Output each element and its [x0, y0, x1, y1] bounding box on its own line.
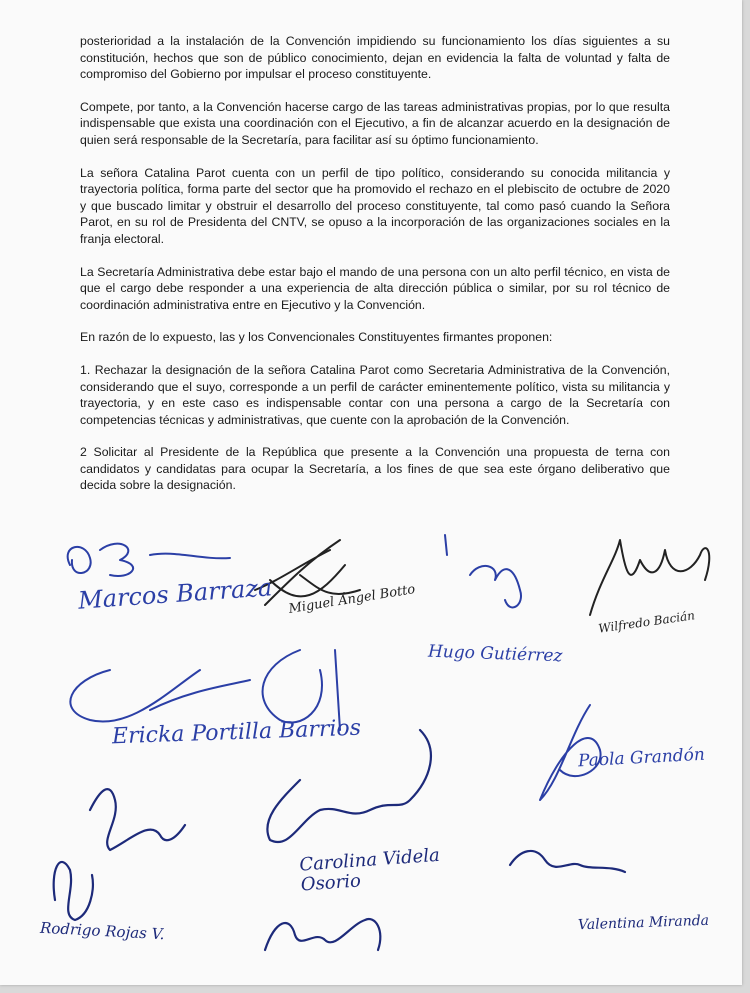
- paragraph-proposal-2: 2 Solicitar al Presidente de la República que presente a la Convención una propuesta de terna con candidatos y candidatas para ocupar la Secretaría, a los fines de que sea este órgano deliberativo que decida sobre la designación.: [80, 445, 670, 493]
- signature-name-wilfredo-bacian: Wilfredo Bacián: [597, 608, 696, 636]
- signature-rodrigo-rojas: [54, 862, 93, 920]
- signature-name-paola-grandon: Paola Grandón: [577, 744, 706, 772]
- paragraph-government-delay: posterioridad a la instalación de la Convención impidiendo su funcionamiento los días siguientes a su constitución, hechos que son de público conocimiento, dejan en evidencia la falta de voluntad y falta de compromiso del Gobierno por impulsar el proceso constituyente.: [80, 34, 670, 82]
- signature-name-marcos-barraza: Marcos Barraza: [77, 573, 274, 615]
- signature-marcos-barraza: [68, 544, 230, 576]
- signature-hugo-gutierrez: [445, 535, 521, 607]
- paragraph-proposal-1: 1. Rechazar la designación de la señora Catalina Parot como Secretaria Administrativa de la Convención, considerando que el suyo, corresponde a un perfil de carácter eminentemente político, vista su militancia y trayectoria, y en este caso es indispensable contar con una persona a cargo de la Secretaría con competencias técnicas y administrativas, que cuente con la aprobación de la Convención.: [80, 362, 670, 427]
- signature-name-rodrigo-rojas: Rodrigo Rojas V.: [39, 918, 166, 944]
- signature-wilfredo-bacian: [590, 540, 709, 615]
- signature-valentina-miranda: [510, 851, 625, 872]
- signature-scribble-left: [90, 789, 185, 850]
- paragraph-proposal-intro: En razón de lo expuesto, las y los Convencionales Constituyentes firmantes proponen:: [80, 330, 553, 345]
- signature-name-miguel-angel-botto: Miguel Ángel Botto: [287, 582, 417, 617]
- signatures-area: [0, 520, 742, 985]
- signature-name-carolina-videla: Carolina Videla Osorio: [298, 844, 441, 896]
- signature-ericka-portilla: [70, 650, 322, 723]
- signature-scribble-bottom: [265, 919, 380, 950]
- signature-carolina-videla: [267, 730, 431, 842]
- signature-name-ericka-portilla: Ericka Portilla Barrios: [111, 715, 362, 750]
- paragraph-catalina-parot-profile: La señora Catalina Parot cuenta con un perfil de tipo político, considerando su conocida militancia y trayectoria política, forma parte del sector que ha promovido el rechazo en el plebiscito de octubre de 2020 y que buscado limitar y obstruir el desarrollo del proceso constituyente, tal como pasó cuando la Señora Parot, en su rol de Presidenta del CNTV, se opuso a la incorporación de las organizaciones sociales en la franja electoral.: [80, 165, 670, 246]
- paragraph-convention-competence: Compete, por tanto, a la Convención hacerse cargo de las tareas administrativas propias, por lo que resulta indispensable que exista una coordinación con el Ejecutivo, a fin de alcanzar acuerdo en la designación de quien será responsable de la Secretaría, para facilitar así su óptimo funcionamiento.: [80, 99, 670, 147]
- paragraph-secretariat-requirements: La Secretaría Administrativa debe estar bajo el mando de una persona con un alto perfil técnico, en vista de que el cargo debe responder a una experiencia de alta dirección pública o similar, por su rol técnico de coordinación administrativa entre en Ejecutivo y la Convención.: [80, 264, 670, 312]
- document-body: [80, 33, 670, 510]
- signature-name-hugo-gutierrez: Hugo Gutiérrez: [427, 641, 563, 667]
- signature-name-valentina-miranda: Valentina Miranda: [577, 912, 710, 934]
